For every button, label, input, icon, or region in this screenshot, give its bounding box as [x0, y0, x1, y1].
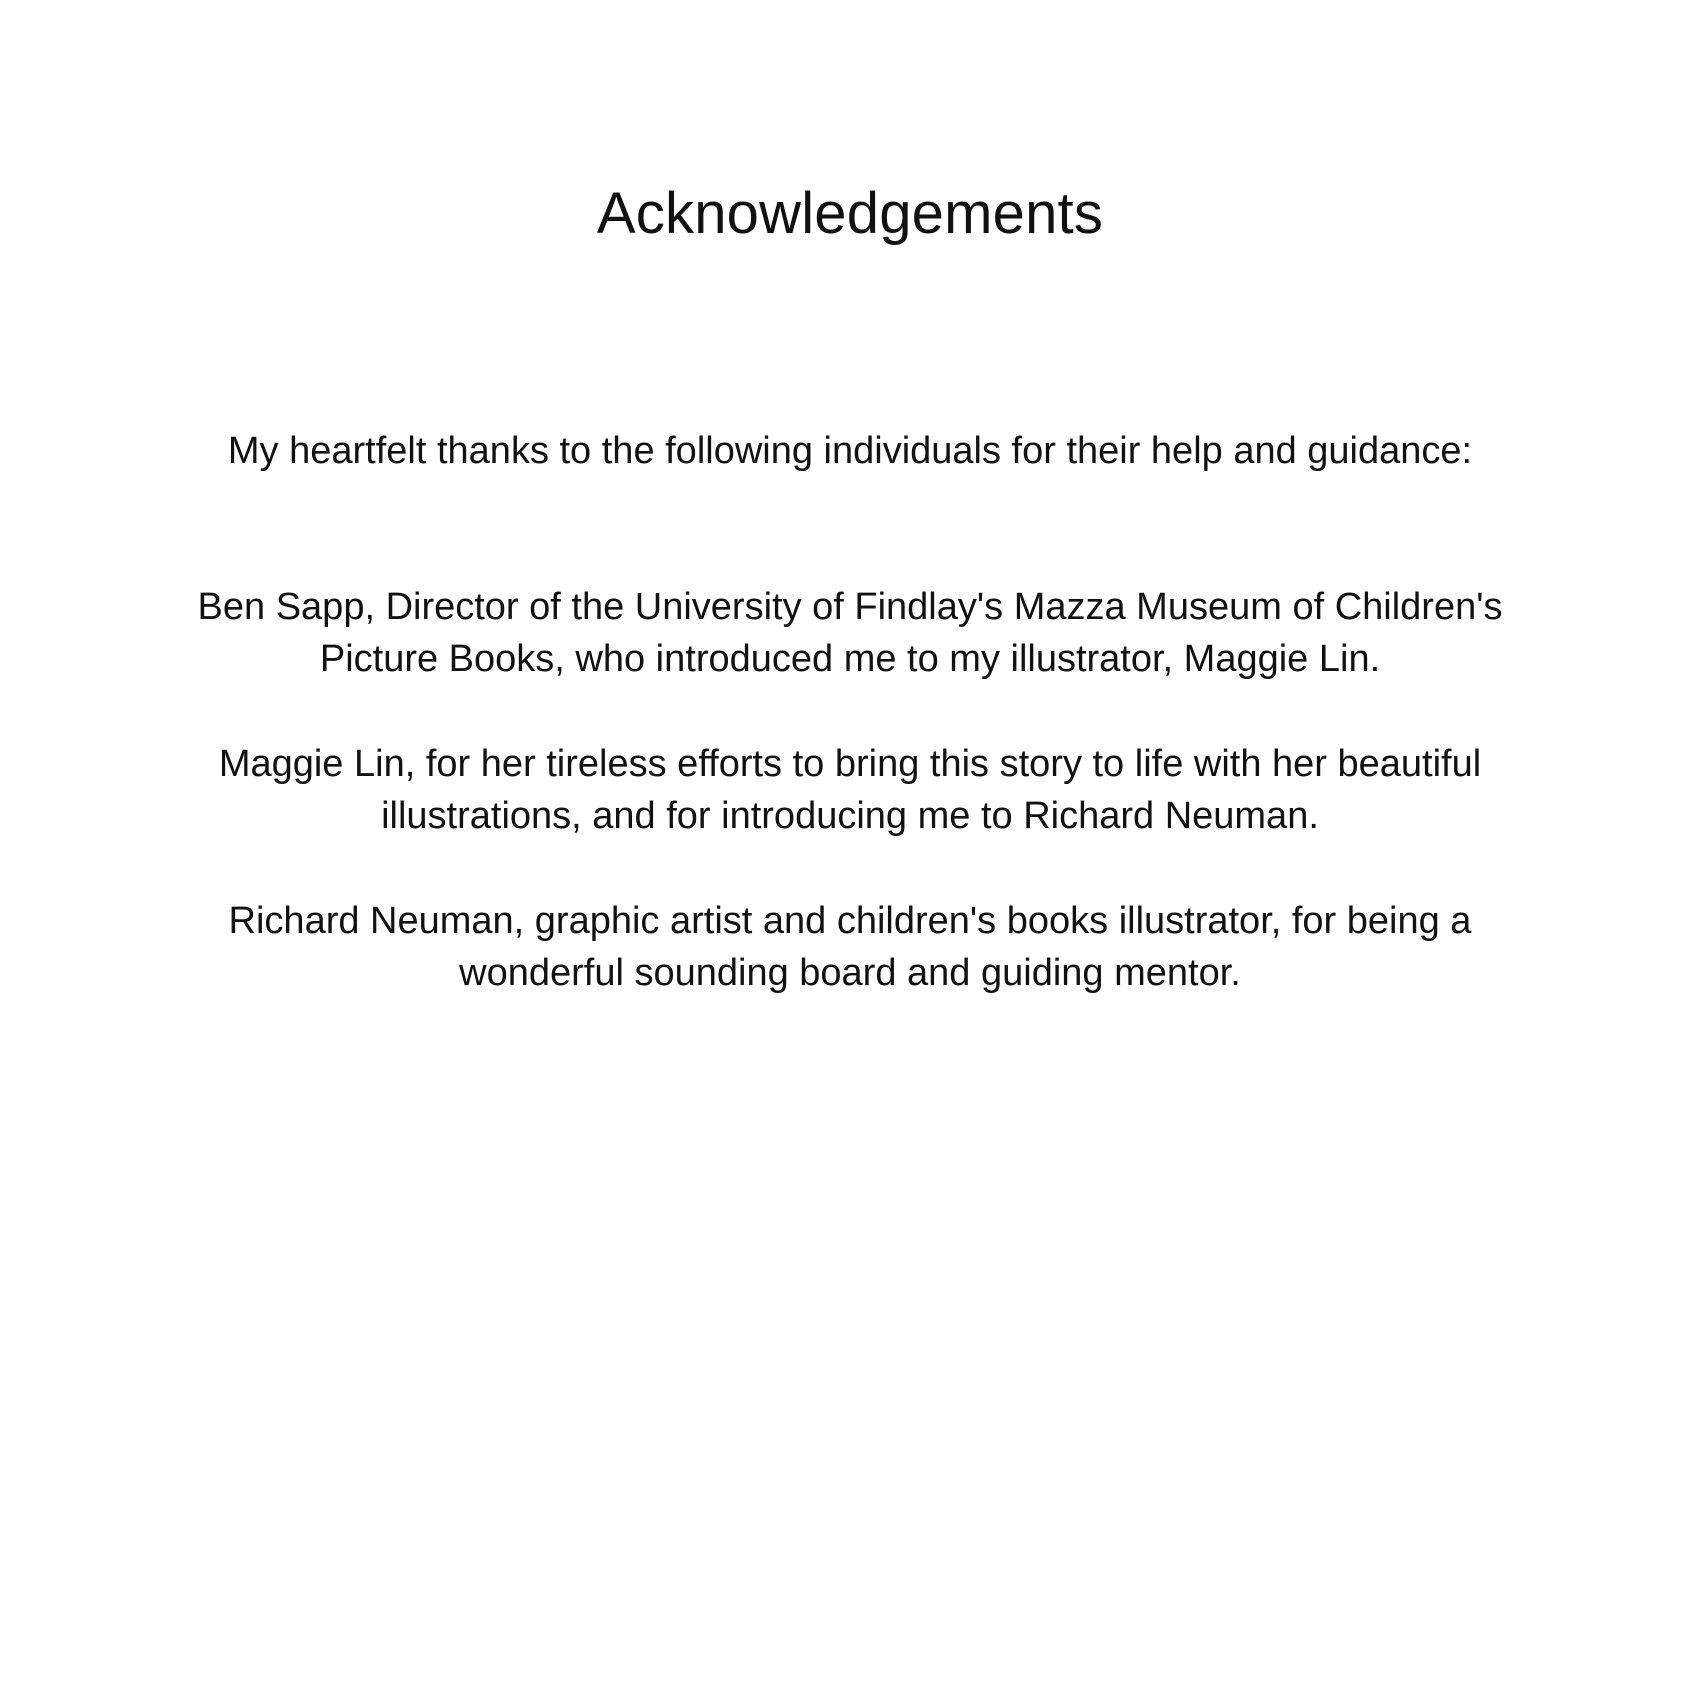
entry-line: wonderful sounding board and guiding mentor. — [459, 952, 1241, 994]
page-title: Acknowledgements — [596, 181, 1104, 246]
entry-line: Ben Sapp, Director of the University of Findlay's Mazza Museum of Children's — [197, 586, 1503, 628]
acknowledgement-entry-ben-sapp — [130, 581, 1570, 685]
entry-line: illustrations, and for introducing me to Richard Neuman. — [381, 795, 1319, 837]
entry-line: Richard Neuman, graphic artist and children's books illustrator, for being a — [228, 900, 1472, 942]
entry-line: Picture Books, who introduced me to my illustrator, Maggie Lin. — [319, 638, 1381, 680]
entry-line: Maggie Lin, for her tireless efforts to bring this story to life with her beautiful — [218, 743, 1482, 785]
acknowledgement-entry-richard-neuman — [130, 895, 1570, 999]
intro-paragraph: My heartfelt thanks to the following individuals for their help and guidance: — [227, 430, 1473, 472]
acknowledgement-entry-maggie-lin — [130, 738, 1570, 842]
